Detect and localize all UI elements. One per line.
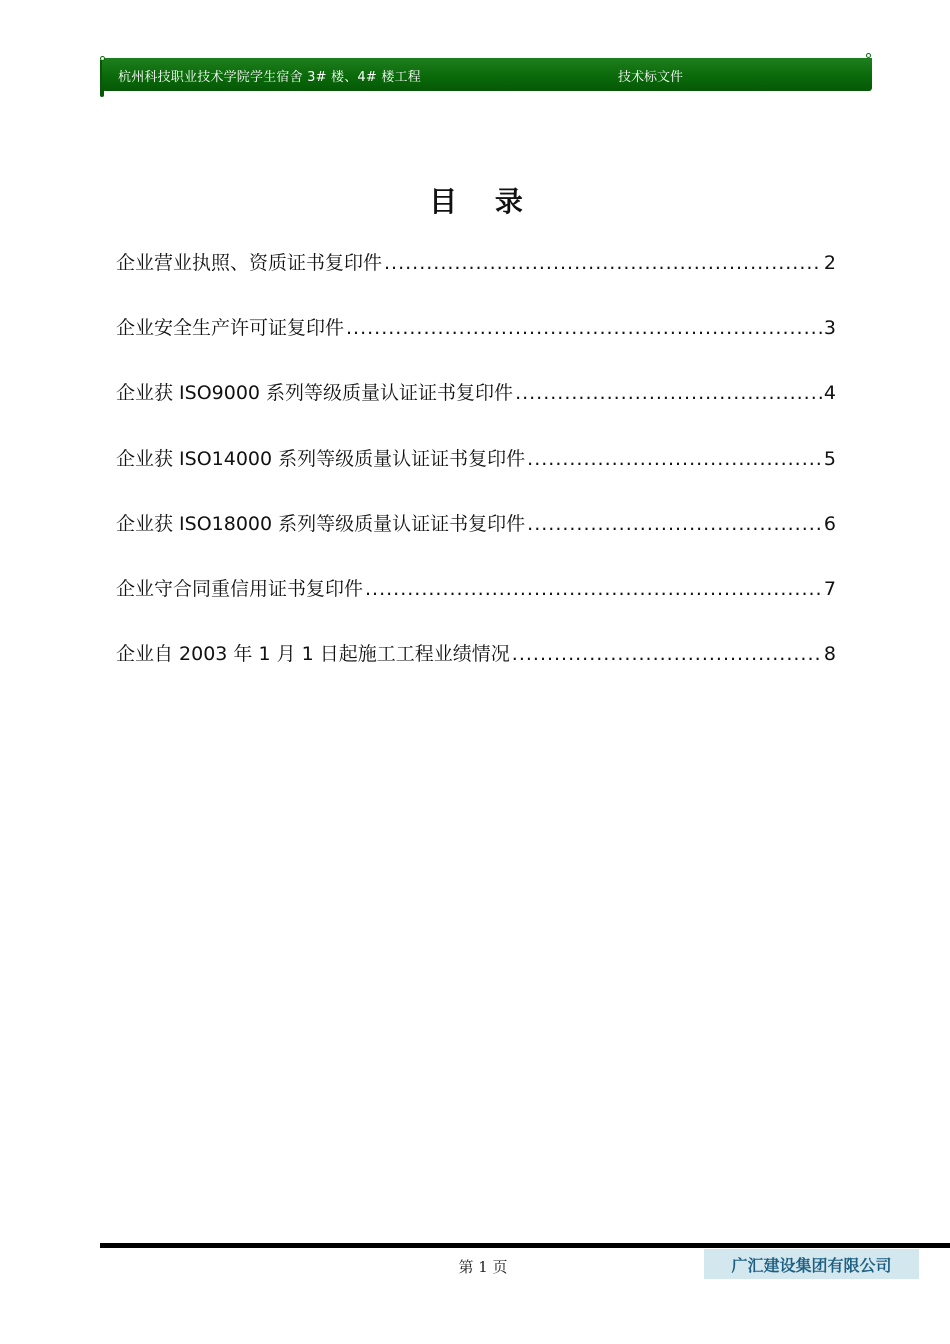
toc-entry-page: 8 — [823, 643, 836, 666]
toc-leader-dots — [346, 317, 822, 339]
toc-entry-page: 3 — [823, 317, 836, 340]
toc-entry[interactable] — [116, 313, 836, 378]
toc-leader-dots — [515, 382, 822, 404]
toc-entry-text: 企业营业执照、资质证书复印件 — [116, 252, 383, 274]
toc-entry[interactable] — [116, 509, 836, 574]
toc-entry-text: 企业安全生产许可证复印件 — [116, 317, 345, 340]
footer-page-number: 第 1 页 — [458, 1258, 508, 1276]
header-document-type: 技术标文件 — [618, 70, 684, 85]
toc-entry-page: 2 — [823, 252, 836, 274]
toc-heading: 目 录 — [429, 185, 537, 218]
toc-entry-page: 5 — [823, 447, 836, 470]
toc-entry[interactable] — [116, 444, 836, 509]
toc-entry-text: 企业守合同重信用证书复印件 — [116, 577, 364, 600]
toc-leader-dots — [384, 252, 822, 274]
toc-entry-text: 企业获 ISO9000 系列等级质量认证证书复印件 — [116, 382, 514, 405]
toc-entry-text: 企业获 ISO14000 系列等级质量认证证书复印件 — [116, 447, 526, 470]
header-corner-ornament — [866, 53, 871, 58]
toc-entry-text: 企业获 ISO18000 系列等级质量认证证书复印件 — [116, 512, 526, 535]
toc-entry-text: 企业自 2003 年 1 月 1 日起施工工程业绩情况 — [116, 643, 510, 666]
toc-leader-dots — [527, 448, 822, 470]
toc-entry-page: 7 — [823, 577, 836, 600]
footer-divider — [100, 1243, 950, 1248]
toc-entry-page: 4 — [823, 382, 836, 405]
toc-leader-dots — [527, 513, 822, 535]
footer-company-name: 广汇建设集团有限公司 — [704, 1249, 919, 1279]
header-corner-ornament — [100, 56, 105, 61]
toc-entry[interactable] — [116, 378, 836, 443]
toc-entry-page: 6 — [823, 512, 836, 535]
toc-list — [116, 248, 836, 704]
toc-leader-dots — [365, 578, 822, 600]
toc-entry[interactable] — [116, 639, 836, 704]
toc-leader-dots — [512, 643, 822, 665]
toc-entry[interactable] — [116, 248, 836, 313]
toc-entry[interactable] — [116, 574, 836, 639]
header-project-title: 杭州科技职业技术学院学生宿舍 3# 楼、4# 楼工程 — [118, 70, 421, 85]
